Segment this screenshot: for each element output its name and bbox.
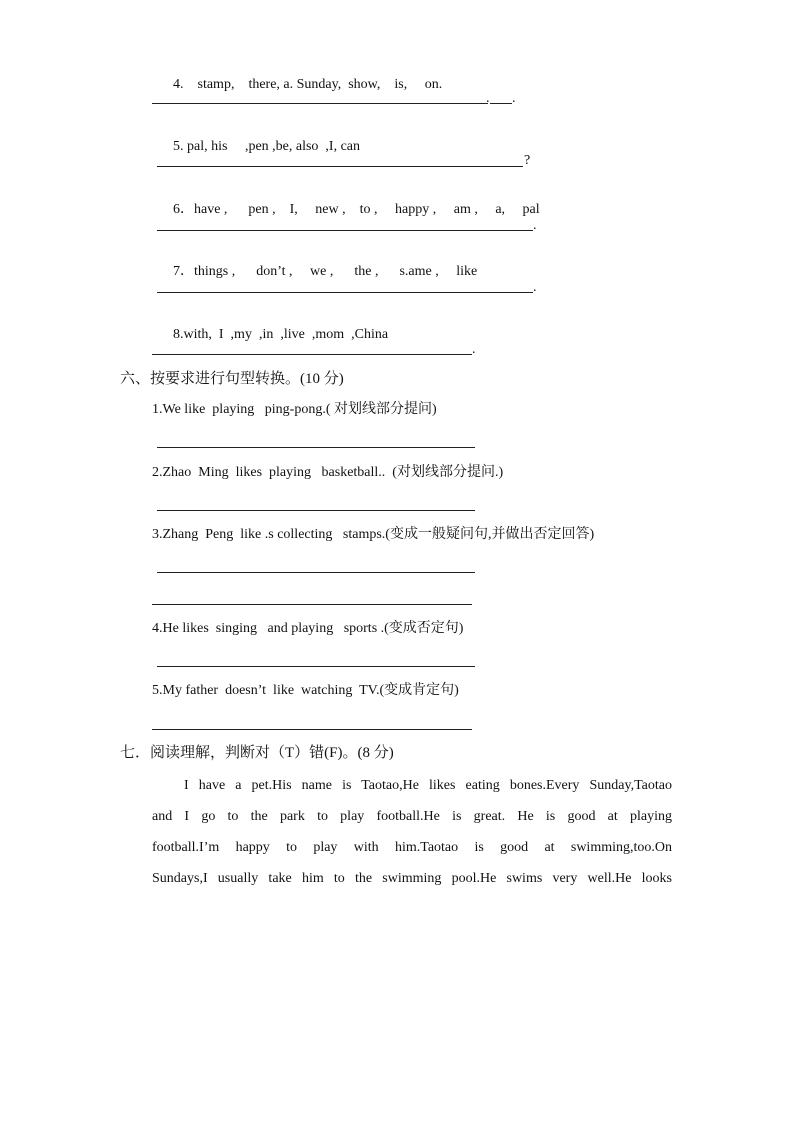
- section6-item-3: 3.Zhang Peng like .s collecting stamps.(变成一般疑问句,并做出否定回答): [152, 527, 595, 542]
- section6-item-5: 5.My father doesn’t like watching TV.(变成肯定句): [152, 683, 459, 698]
- answer-line: [152, 103, 488, 104]
- answer-line: [157, 572, 475, 573]
- period-mark: .: [533, 218, 537, 233]
- period-mark: .: [472, 342, 476, 357]
- section6-heading: 六、按要求进行句型转换。(10 分): [120, 371, 344, 387]
- item-8-words: 8.with, I ,my ,in ,live ,mom ,China: [173, 327, 389, 342]
- section6-item-4: 4.He likes singing and playing sports .(变成否定句): [152, 621, 464, 636]
- passage-line: I have a pet.His name is Taotao,He likes eating bones.Every Sunday,Taotao: [184, 778, 672, 793]
- passage-line: and I go to the park to play football.He is great. He is good at playing: [152, 809, 672, 824]
- answer-line: [152, 729, 472, 730]
- period-mark: .: [512, 91, 516, 106]
- question-mark: ?: [524, 153, 531, 168]
- section6-item-1: 1.We like playing ping-pong.( 对划线部分提问): [152, 402, 437, 417]
- answer-line: [157, 292, 533, 293]
- answer-line: [157, 166, 523, 167]
- passage-line: Sundays,I usually take him to the swimming pool.He swims very well.He looks: [152, 871, 672, 886]
- reading-passage: [152, 770, 672, 894]
- answer-line: [157, 666, 475, 667]
- section6-item-2: 2.Zhao Ming likes playing basketball.. (对划线部分提问.): [152, 465, 504, 480]
- answer-line: [152, 354, 472, 355]
- item-6-words: 6．have , pen , I, new , to , happy , am , a, pal: [173, 202, 540, 217]
- period-mark: .: [486, 91, 490, 106]
- item-5-words: 5. pal, his ,pen ,be, also ,I, can: [173, 139, 361, 154]
- answer-line: [152, 604, 472, 605]
- answer-line: [157, 510, 475, 511]
- item-4-words: 4. stamp, there, a. Sunday, show, is, on.: [173, 77, 443, 92]
- period-mark: .: [533, 280, 537, 295]
- answer-line-short: [490, 103, 512, 104]
- answer-line: [157, 447, 475, 448]
- passage-line: football.I’m happy to play with him.Taotao is good at swimming,too.On: [152, 840, 672, 855]
- answer-line: [157, 230, 533, 231]
- section7-heading: 七．阅读理解，判断对（T）错(F)。(8 分): [120, 745, 394, 761]
- item-7-words: 7．things , don’t , we , the , s.ame , like: [173, 264, 478, 279]
